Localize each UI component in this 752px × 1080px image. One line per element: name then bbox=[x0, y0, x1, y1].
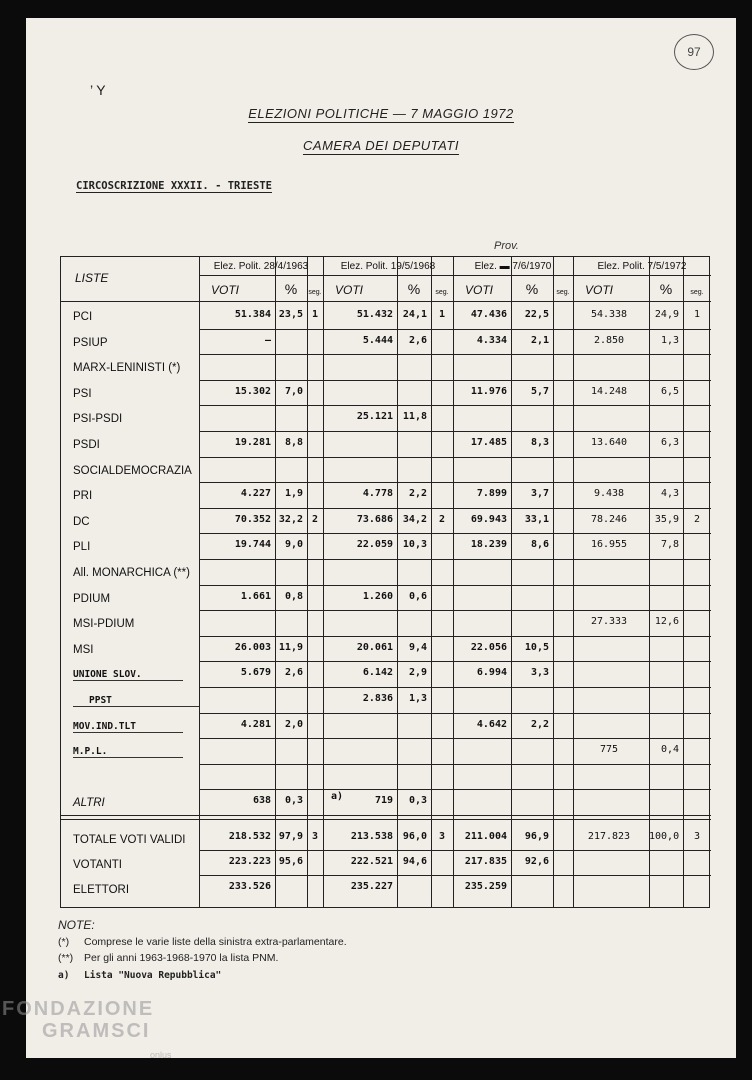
total-value: 92,6 bbox=[524, 856, 549, 867]
row-value: 34,2 bbox=[402, 513, 427, 525]
row-value: 9.438 bbox=[593, 488, 625, 500]
row-value: 775 bbox=[599, 744, 619, 756]
table-row-rule bbox=[199, 482, 711, 483]
table-row-rule bbox=[199, 789, 711, 790]
row-value: 3,7 bbox=[530, 488, 549, 500]
row-label: DC bbox=[73, 515, 90, 528]
voti-header: VOTI bbox=[335, 283, 364, 297]
row-value: 9,0 bbox=[284, 539, 303, 551]
row-value: 17.485 bbox=[470, 437, 507, 448]
table-row-rule bbox=[61, 301, 711, 302]
table-row-rule bbox=[199, 329, 711, 330]
pct-header: % bbox=[407, 281, 421, 297]
row-value: 11,8 bbox=[402, 411, 427, 423]
row-value: 19.281 bbox=[234, 437, 271, 448]
row-value: 15.302 bbox=[234, 385, 271, 397]
watermark-logo: FONDAZIONE bbox=[2, 998, 155, 1020]
row-value: 0,8 bbox=[284, 590, 303, 602]
row-value: 1 bbox=[438, 309, 446, 320]
row-value: 2 bbox=[311, 513, 319, 525]
table-row-rule bbox=[199, 585, 711, 586]
row-value: 78.246 bbox=[590, 513, 628, 525]
row-value: 6.994 bbox=[476, 667, 507, 679]
row-value: 6.142 bbox=[362, 667, 393, 679]
total-value: 235.227 bbox=[350, 881, 393, 892]
results-table bbox=[60, 256, 710, 908]
total-value: 211.004 bbox=[464, 831, 507, 842]
margin-marks: ’ Y bbox=[90, 82, 106, 98]
row-value: 69.943 bbox=[470, 513, 507, 525]
row-value: 16.955 bbox=[590, 539, 628, 551]
watermark-onlus: onlus bbox=[150, 1050, 172, 1060]
row-value: 3,3 bbox=[530, 667, 549, 679]
table-row-rule bbox=[199, 380, 711, 381]
table-row-rule bbox=[199, 559, 711, 560]
table-row-rule bbox=[199, 850, 711, 851]
watermark-logo-line2: GRAMSCI bbox=[42, 1020, 151, 1042]
row-label: MSI bbox=[73, 643, 94, 656]
row-value: 2,6 bbox=[284, 667, 303, 679]
row-value: 7,8 bbox=[660, 539, 679, 551]
total-value: 96,0 bbox=[402, 831, 427, 842]
table-row-rule bbox=[199, 764, 711, 765]
total-value: 3 bbox=[693, 831, 701, 842]
row-value: 10,5 bbox=[524, 641, 549, 653]
voti-header: VOTI bbox=[465, 283, 494, 297]
total-value: 3 bbox=[311, 831, 319, 842]
row-value: 25.121 bbox=[356, 411, 393, 423]
pct-header: % bbox=[284, 281, 298, 297]
row-label: PPST bbox=[73, 695, 199, 707]
row-label: SOCIALDEMOCRAZIA bbox=[73, 464, 192, 477]
row-value: – bbox=[264, 334, 271, 346]
row-value: 35,9 bbox=[654, 513, 679, 525]
table-row-rule bbox=[199, 405, 711, 406]
total-value: 223.223 bbox=[228, 856, 271, 867]
table-row-rule bbox=[199, 636, 711, 637]
row-value: 1,9 bbox=[284, 488, 303, 500]
row-value: 70.352 bbox=[234, 513, 271, 525]
row-label: PSI bbox=[73, 387, 92, 400]
row-value: 2 bbox=[438, 513, 446, 525]
pct-header: % bbox=[525, 281, 539, 297]
row-label: PSIUP bbox=[73, 336, 108, 349]
row-value: 2,6 bbox=[408, 334, 427, 346]
table-row-rule bbox=[199, 533, 711, 534]
row-label: PDIUM bbox=[73, 592, 111, 605]
row-value: 2,1 bbox=[530, 334, 549, 346]
total-value: 222.521 bbox=[350, 856, 393, 867]
row-value: 24,1 bbox=[402, 309, 427, 320]
row-value: 20.061 bbox=[356, 641, 393, 653]
row-value: 2,2 bbox=[530, 718, 549, 730]
row-label: ALTRI bbox=[73, 797, 105, 810]
row-value: 8,3 bbox=[530, 437, 549, 448]
row-value: 47.436 bbox=[470, 309, 507, 320]
note-item: (**) Per gli anni 1963-1968-1970 la lista PNM. bbox=[58, 952, 279, 964]
row-value: 19.744 bbox=[234, 539, 271, 551]
row-value: 1,3 bbox=[408, 693, 427, 704]
election-header: Elez. Polit. 28/4/1963 bbox=[213, 261, 309, 272]
row-value: 33,1 bbox=[524, 513, 549, 525]
row-value: 51.384 bbox=[234, 309, 271, 320]
note-item: (*) Comprese le varie liste della sinistra extra-parlamentare. bbox=[58, 936, 347, 948]
row-value: 8,8 bbox=[284, 437, 303, 448]
row-value: 1 bbox=[693, 309, 701, 320]
row-value: 1,3 bbox=[660, 334, 679, 346]
total-value: 217.823 bbox=[587, 831, 631, 842]
total-value: 235.259 bbox=[464, 881, 507, 892]
row-value: 11,9 bbox=[278, 641, 303, 653]
election-header: Elez. Polit. 7/5/1972 bbox=[597, 261, 687, 272]
row-value: 1.661 bbox=[240, 590, 271, 602]
voti-header: VOTI bbox=[211, 283, 240, 297]
total-value: 213.538 bbox=[350, 831, 393, 842]
row-value: 22.056 bbox=[470, 641, 507, 653]
table-row-rule bbox=[199, 661, 711, 662]
document-page bbox=[26, 18, 736, 1058]
row-value: 32,2 bbox=[278, 513, 303, 525]
row-value: 0,3 bbox=[284, 795, 303, 807]
election-header: Elez. ▬ 7/6/1970 bbox=[474, 261, 552, 272]
total-value: 100,0 bbox=[649, 831, 680, 842]
total-value: 3 bbox=[438, 831, 446, 842]
notes-section bbox=[58, 918, 347, 985]
document-subtitle: CAMERA DEI DEPUTATI bbox=[303, 138, 459, 153]
altri-note-mark: a) bbox=[331, 791, 344, 803]
row-value: 2,9 bbox=[408, 667, 427, 679]
total-value: 218.532 bbox=[228, 831, 271, 842]
row-value: 23,5 bbox=[278, 309, 303, 320]
handwritten-prov: Prov. bbox=[494, 240, 519, 252]
row-value: 8,6 bbox=[530, 539, 549, 551]
seg-header: seg. bbox=[435, 289, 449, 296]
page-number: 97 bbox=[674, 34, 714, 70]
row-value: 2.850 bbox=[593, 334, 625, 346]
row-label: PLI bbox=[73, 541, 91, 554]
row-label: M.P.L. bbox=[73, 746, 183, 758]
table-row-rule bbox=[199, 457, 711, 458]
row-value: 2 bbox=[693, 513, 701, 525]
total-label: VOTANTI bbox=[73, 859, 122, 871]
total-value: 97,9 bbox=[278, 831, 303, 842]
row-label: PCI bbox=[73, 311, 93, 323]
row-value: 12,6 bbox=[654, 616, 679, 628]
notes-heading: NOTE: bbox=[58, 918, 95, 932]
row-value: 4.281 bbox=[240, 718, 271, 730]
row-label: All. MONARCHICA (**) bbox=[73, 567, 190, 579]
row-value: 10,3 bbox=[402, 539, 427, 551]
row-value: 11.976 bbox=[470, 385, 507, 397]
row-value: 27.333 bbox=[590, 616, 628, 628]
circoscrizione-label: CIRCOSCRIZIONE XXXII. - TRIESTE bbox=[76, 180, 272, 192]
row-value: 54.338 bbox=[590, 309, 628, 320]
pct-header: % bbox=[659, 281, 673, 297]
row-value: 4.227 bbox=[240, 488, 271, 500]
row-value: 4.642 bbox=[476, 718, 507, 730]
row-value: 2,0 bbox=[284, 718, 303, 730]
election-header: Elez. Polit. 19/5/1968 bbox=[340, 261, 436, 272]
row-value: 4.778 bbox=[362, 488, 393, 500]
row-value: 4.334 bbox=[476, 334, 507, 346]
row-value: 5,7 bbox=[530, 385, 549, 397]
seg-header: seg. bbox=[690, 289, 704, 296]
row-value: 719 bbox=[374, 795, 393, 807]
total-value: 217.835 bbox=[464, 856, 507, 867]
table-row-rule bbox=[199, 738, 711, 739]
row-value: 0,6 bbox=[408, 590, 427, 602]
row-value: 26.003 bbox=[234, 641, 271, 653]
seg-header: seg. bbox=[308, 289, 322, 296]
table-row-rule bbox=[199, 508, 711, 509]
table-row-rule bbox=[199, 275, 711, 276]
row-value: 0,4 bbox=[660, 744, 679, 756]
row-label: MOV.IND.TLT bbox=[73, 721, 183, 733]
row-value: 7,0 bbox=[284, 385, 303, 397]
total-label: ELETTORI bbox=[73, 884, 130, 896]
row-value: 4,3 bbox=[660, 488, 679, 500]
table-row-rule bbox=[199, 610, 711, 611]
table-row-rule bbox=[199, 354, 711, 355]
row-label: MSI-PDIUM bbox=[73, 618, 135, 631]
total-value: 95,6 bbox=[278, 856, 303, 867]
total-label: TOTALE VOTI VALIDI bbox=[73, 834, 186, 846]
row-value: 5.679 bbox=[240, 667, 271, 679]
table-row-rule bbox=[199, 687, 711, 688]
table-row-rule bbox=[199, 875, 711, 876]
row-label: MARX-LENINISTI (*) bbox=[73, 362, 181, 375]
row-value: 1 bbox=[311, 309, 319, 320]
row-value: 14.248 bbox=[590, 385, 628, 397]
total-value: 94,6 bbox=[402, 856, 427, 867]
row-value: 6,3 bbox=[660, 437, 679, 448]
row-label: UNIONE SLOV. bbox=[73, 669, 183, 681]
total-value: 96,9 bbox=[524, 831, 549, 842]
total-value: 233.526 bbox=[228, 881, 271, 892]
row-value: 73.686 bbox=[356, 513, 393, 525]
note-item: a) Lista "Nuova Repubblica" bbox=[58, 970, 222, 981]
row-value: 24,9 bbox=[654, 309, 679, 320]
row-label: PSI-PSDI bbox=[73, 413, 123, 426]
row-value: 5.444 bbox=[362, 334, 393, 346]
row-value: 13.640 bbox=[590, 437, 628, 448]
row-value: 51.432 bbox=[356, 309, 393, 320]
table-row-rule bbox=[199, 713, 711, 714]
document-title: ELEZIONI POLITICHE — 7 MAGGIO 1972 bbox=[248, 106, 514, 121]
row-label: PSDI bbox=[73, 439, 100, 451]
row-value: 9,4 bbox=[408, 641, 427, 653]
row-value: 22.059 bbox=[356, 539, 393, 551]
row-value: 638 bbox=[252, 795, 271, 807]
row-value: 22,5 bbox=[524, 309, 549, 320]
row-value: 6,5 bbox=[660, 385, 679, 397]
row-value: 0,3 bbox=[408, 795, 427, 807]
row-value: 1.260 bbox=[362, 590, 393, 602]
row-value: 7.899 bbox=[476, 488, 507, 500]
row-value: 2.836 bbox=[362, 693, 393, 704]
row-label: PRI bbox=[73, 490, 93, 503]
row-value: 18.239 bbox=[470, 539, 507, 551]
seg-header: seg. bbox=[556, 289, 570, 296]
voti-header: VOTI bbox=[585, 283, 614, 297]
row-value: 2,2 bbox=[408, 488, 427, 500]
table-row-rule bbox=[61, 819, 711, 820]
table-row-rule bbox=[61, 815, 711, 816]
table-row-rule bbox=[199, 431, 711, 432]
liste-header: LISTE bbox=[75, 271, 109, 285]
